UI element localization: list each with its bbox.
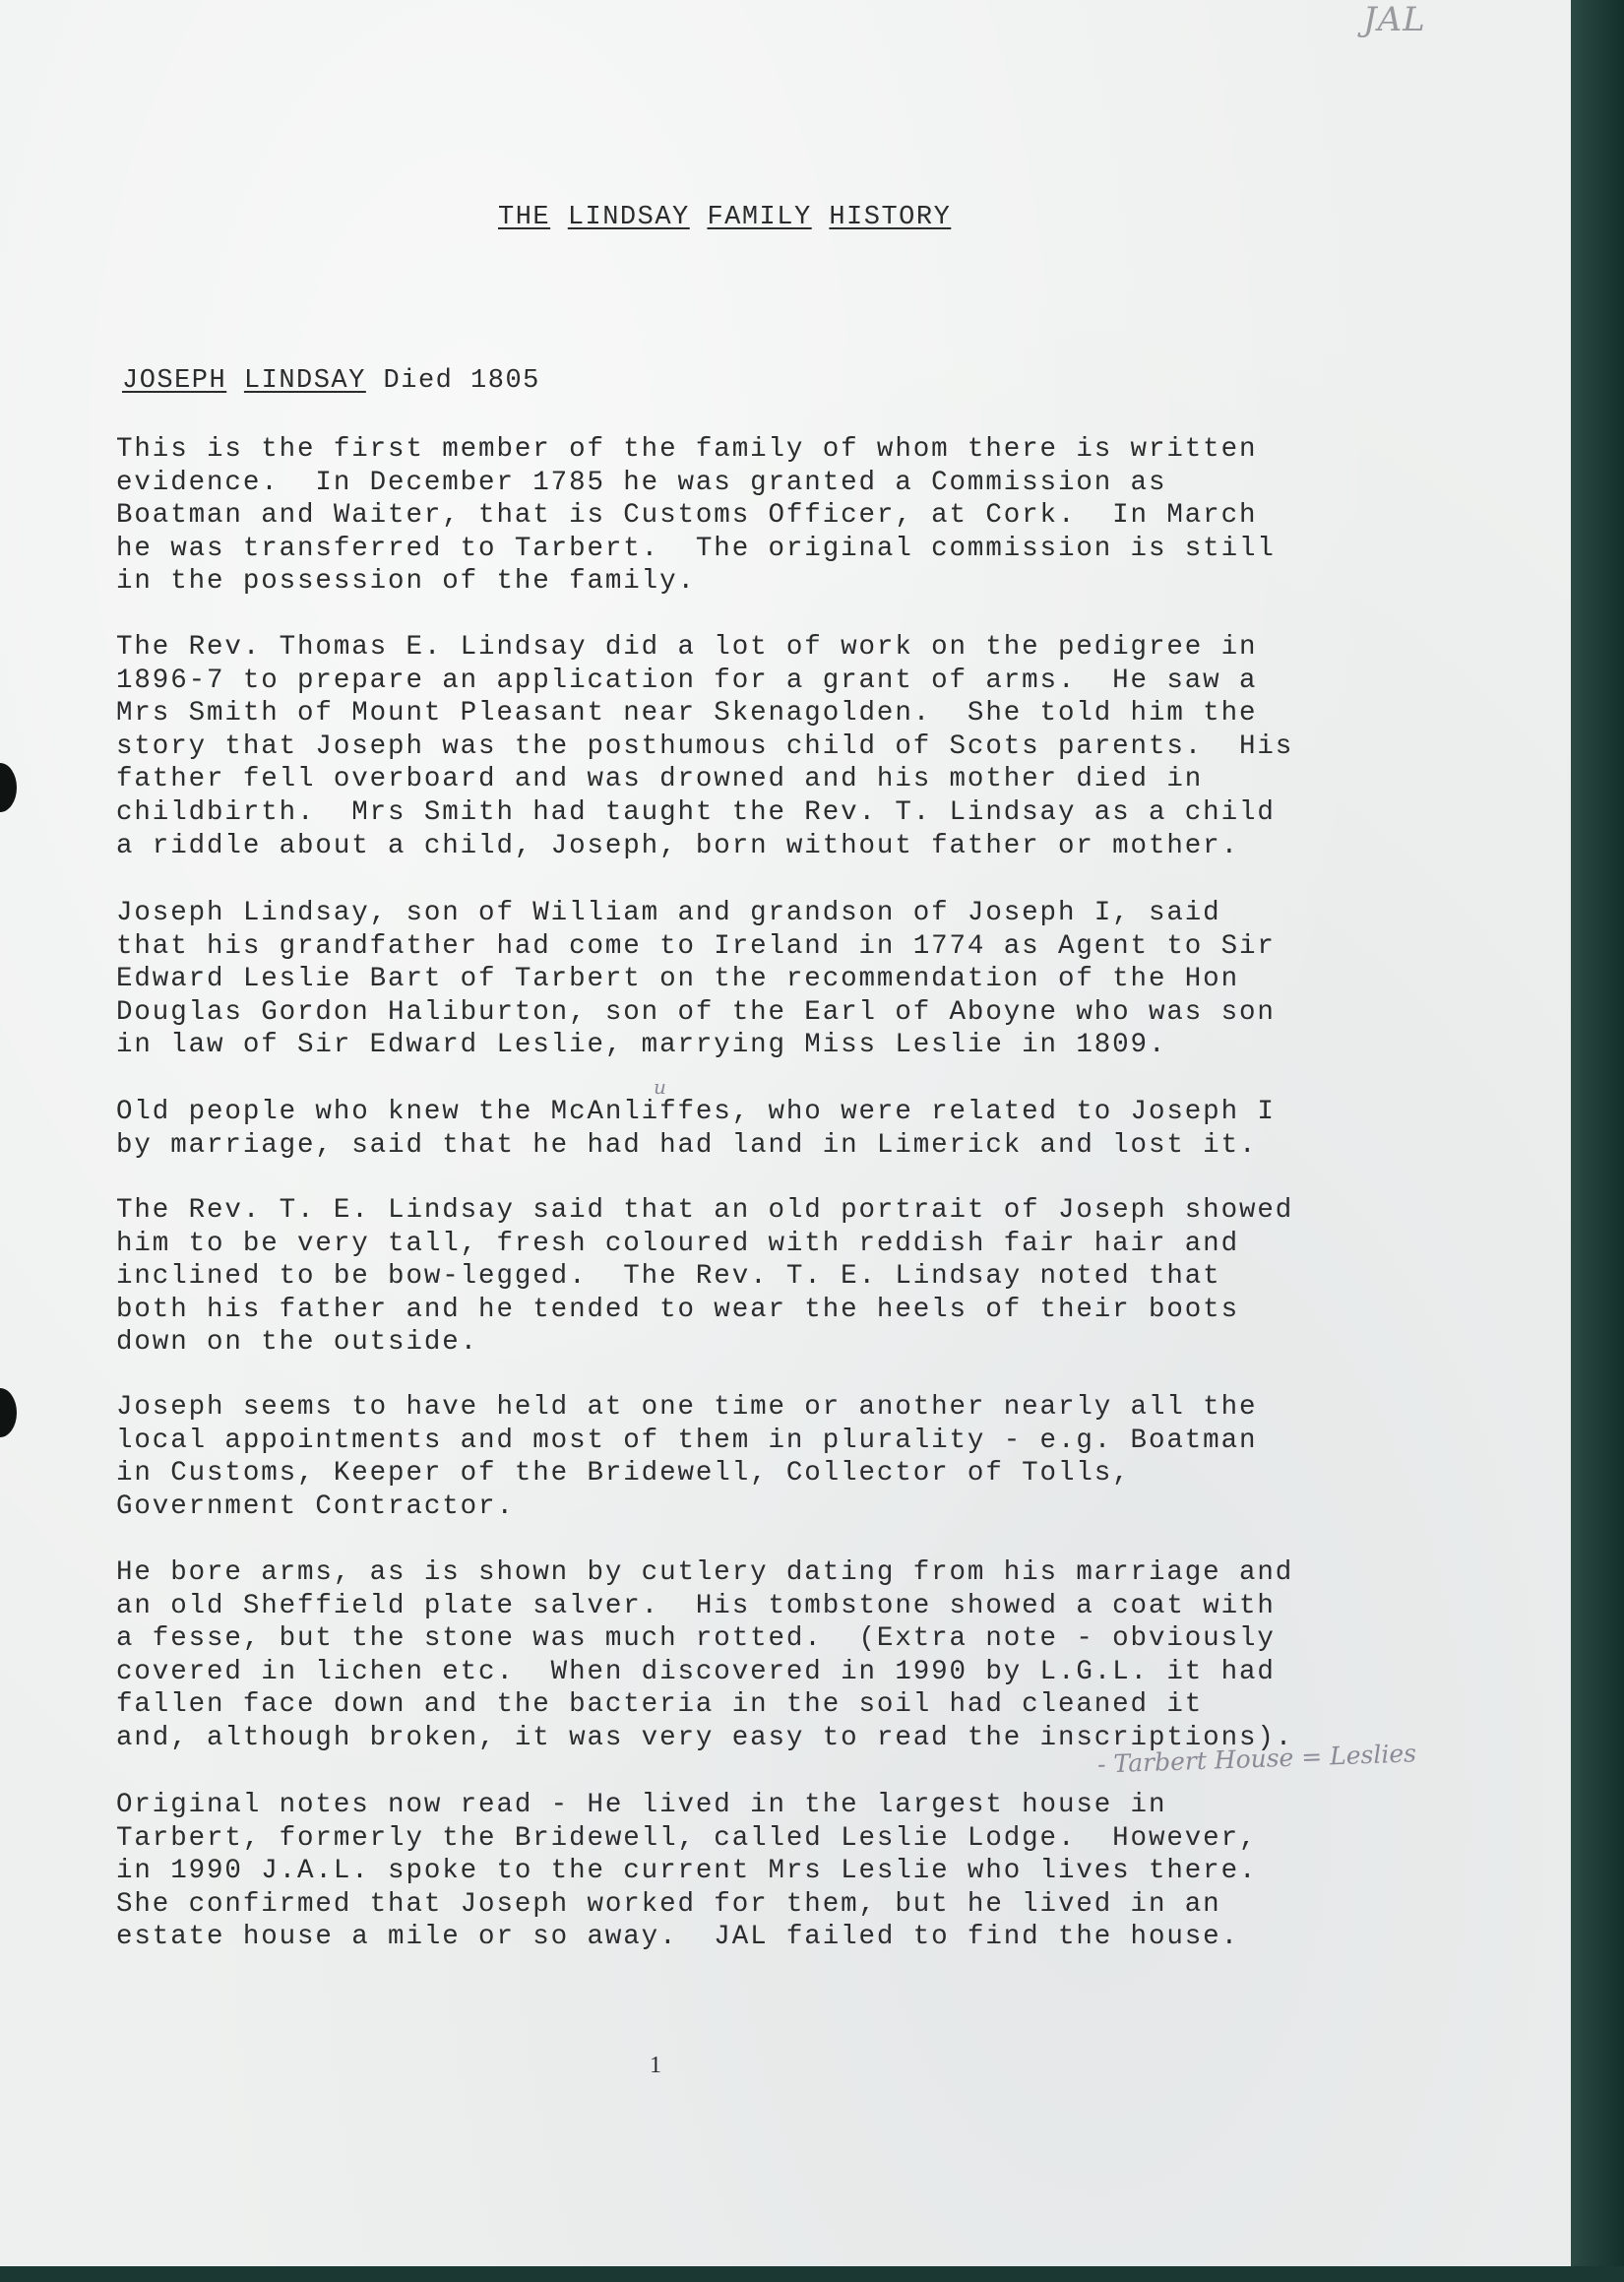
punch-hole-bottom [0,1388,17,1437]
page-edge-shadow [1571,0,1624,2282]
title-word: THE [498,203,551,232]
handwritten-initials: JAL [1363,0,1426,39]
page-bottom-shadow [0,2266,1624,2282]
punch-hole-top [0,763,17,812]
heading-dates: Died 1805 [383,366,540,396]
title-word: FAMILY [707,203,812,232]
paragraph: Old people who knew the McAnliffes, who were related to Joseph I by marriage, said that he had had land in Limerick and lost it. [116,1097,1276,1161]
paragraph: This is the first member of the family of whom there is written evidence. In December 1785 he was granted a Commission as Boatman and Waiter, that is Customs Officer, at Cork. In March he was transferred to Tarbert. The original commission is still in the possession of the family. [116,434,1276,598]
title-word: HISTORY [829,203,952,232]
section-heading [122,366,540,396]
title-word: LINDSAY [567,203,690,232]
paragraph: The Rev. T. E. Lindsay said that an old portrait of Joseph showed him to be very tall, fresh coloured with reddish fair hair and inclined to be bow-legged. The Rev. T. E. Lindsay noted that both his father and he tended to wear the heels of their boots down on the outside. [116,1195,1294,1359]
paragraph: He bore arms, as is shown by cutlery dating from his marriage and an old Sheffield plate salver. His tombstone showed a coat with a fesse, but the stone was much rotted. (Extra note - obviously covered in lichen etc. When discovered in 1990 by L.G.L. it had fallen face down and the bacteria in the soil had cleaned it and, although broken, it was very easy to read the inscriptions). [116,1557,1294,1753]
paragraph: The Rev. Thomas E. Lindsay did a lot of work on the pedigree in 1896-7 to prepare an application for a grant of arms. He saw a Mrs Smith of Mount Pleasant near Skenagolden. She told him the story that Joseph was the posthumous child of Scots parents. His father fell overboard and was drowned and his mother died in childbirth. Mrs Smith had taught the Rev. T. Lindsay as a child a riddle about a child, Joseph, born without father or mother. [116,632,1294,861]
heading-name-word: JOSEPH [122,366,227,396]
paragraph: Original notes now read - He lived in the largest house in Tarbert, formerly the Bridewell, called Leslie Lodge. However, in 1990 J.A.L. spoke to the current Mrs Leslie who lives there. She confirmed that Joseph worked for them, but he lived in an estate house a mile or so away. JAL failed to find the house. [116,1790,1258,1953]
page-number: 1 [650,2053,661,2078]
handwritten-margin-note: - Tarbert House = Leslies [1096,1739,1417,1779]
document-title [498,203,951,232]
handwritten-correction: u [654,1075,666,1099]
paragraph: Joseph seems to have held at one time or another nearly all the local appointments and most of them in plurality - e.g. Boatman in Customs, Keeper of the Bridewell, Collector of Tolls, Government Contractor. [116,1392,1258,1522]
heading-name-word: LINDSAY [243,366,366,396]
paragraph: Joseph Lindsay, son of William and grandson of Joseph I, said that his grandfather had come to Ireland in 1774 as Agent to Sir Edward Leslie Bart of Tarbert on the recommendation of the Hon Douglas Gordon Haliburton, son of the Earl of Aboyne who was son in law of Sir Edward Leslie, marrying Miss Leslie in 1809. [116,898,1276,1061]
